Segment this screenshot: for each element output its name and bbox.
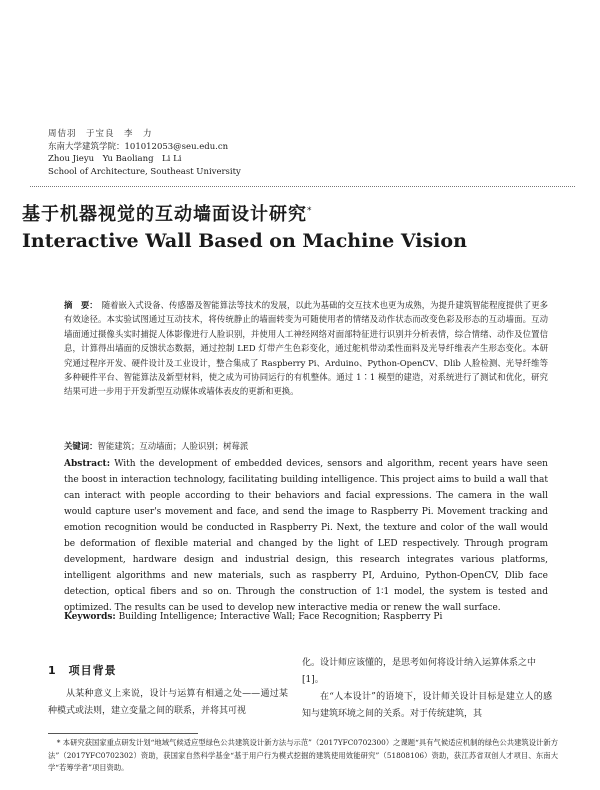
body-paragraph-left: 从某种意义上来说，设计与运算有相通之处——通过某种模式或法则，建立变量之间的联系，并将其可视 (48, 689, 288, 716)
author-affiliation-cn: 东南大学建筑学院：101012053@seu.edu.cn (48, 141, 229, 152)
abstract-en-label: Abstract: (64, 459, 111, 469)
keywords-cn-label: 关键词： (64, 441, 98, 451)
abstract-cn-text: 随着嵌入式设备、传感器及智能算法等技术的发展，以此为基础的交互技术也更为成熟，为提升建筑智能程度提供了更多有效途径。本实验试图通过互动技术，将传统静止的墙面转变为可随使用者的情绪及动作状态而改变色彩及形态的互动墙面。互动墙面通过摄像头实时捕捉人体影像进行人脸识别，并使用人工神经网络对面部特征进行识别并分析表情，综合情绪、动作及位置信息，计算得出墙面的反馈状态数据，通过控制 LED 灯带产生色彩变化，通过舵机带动柔性面料及光导纤维表产生形态变化。本研究通过程序开发、硬件设计及工业设计，整合集成了 Raspberry Pi、Arduino、Python-OpenCV、Dlib 人脸检测、光导纤维等多种硬件平台、智能算法及新型材料，使之成为可协同运行的有机整体。通过 1∶1 模型的建造，对系统进行了测试和优化，研究结果可进一步用于开发新型互动媒体或墙体表皮的更新和更换。 (64, 300, 548, 397)
author-block (48, 128, 241, 178)
section-heading: 1 项目背景 (48, 664, 117, 677)
keywords-en-text: Building Intelligence; Interactive Wall; Face Recognition; Raspberry Pi (118, 612, 443, 622)
title-english: Interactive Wall Based on Machine Vision (22, 230, 467, 252)
keywords-chinese (64, 440, 548, 452)
abstract-cn-label: 摘 要： (64, 300, 98, 310)
body-paragraph-right: 在“人本设计”的语境下，设计师关设计目标是建立人的感知与建筑环境之间的关系。对于传统建筑，其 (302, 692, 552, 719)
abstract-chinese (64, 298, 548, 399)
header-divider (30, 186, 575, 187)
keywords-en-label: Keywords: (64, 612, 116, 622)
title-chinese (22, 200, 313, 226)
author-names-en: Zhou Jieyu Yu Baoliang Li Li (48, 154, 182, 164)
author-affiliation-en: School of Architecture, Southeast University (48, 166, 241, 177)
keywords-english (64, 612, 548, 622)
footnote-divider (48, 733, 198, 734)
title-chinese-text: 基于机器视觉的互动墙面设计研究 (22, 204, 307, 225)
keywords-cn-text: 智能建筑；互动墙面；人脸识别；树莓派 (97, 441, 249, 451)
title-footnote-mark: * (307, 206, 313, 216)
abstract-en-text: With the development of embedded devices, sensors and algorithm, recent years have seen the boost in interaction technology, facilitating building intelligence. This project aims to build a wall that can interact with people according to their behaviors and facial expressions. The camera in the wall would capture user's movement and face, and send the image to Raspberry Pi. Movement tracking and emotion recognition would be conducted in Raspberry Pi. Next, the texture and color of the wall would be deformation of flexible material and changed by the light of LED respectively. Through program development, hardware design and industrial design, this research integrates various platforms, intelligent algorithms and new materials, such as raspberry PI, Arduino, Python-OpenCV, Dlib face detection, optical fibers and so on. Through the construction of 1∶1 model, the system is tested and optimized. The results can be used to develop new interactive media or renew the wall surface. (64, 459, 548, 613)
body-paragraph-right-continued: 化。设计师应该懂的，是思考如何将设计纳入运算体系之中[1]。 (302, 658, 537, 685)
abstract-english (64, 456, 548, 616)
footnote: * 本研究获国家重点研发计划“地域气候适应型绿色公共建筑设计新方法与示范”（2017YFC0702300）之课题“具有气候适应机制的绿色公共建筑设计新方法”（2017YFC0702302）资助，获国家自然科学基金“基于用户行为模式挖掘的建筑使用效能研究”（51808106）资助，获江苏省双创人才项目、东南大学“若筹学者”项目资助。 (48, 738, 558, 772)
author-names-cn: 周佶羽 于宝良 李 力 (48, 129, 153, 139)
